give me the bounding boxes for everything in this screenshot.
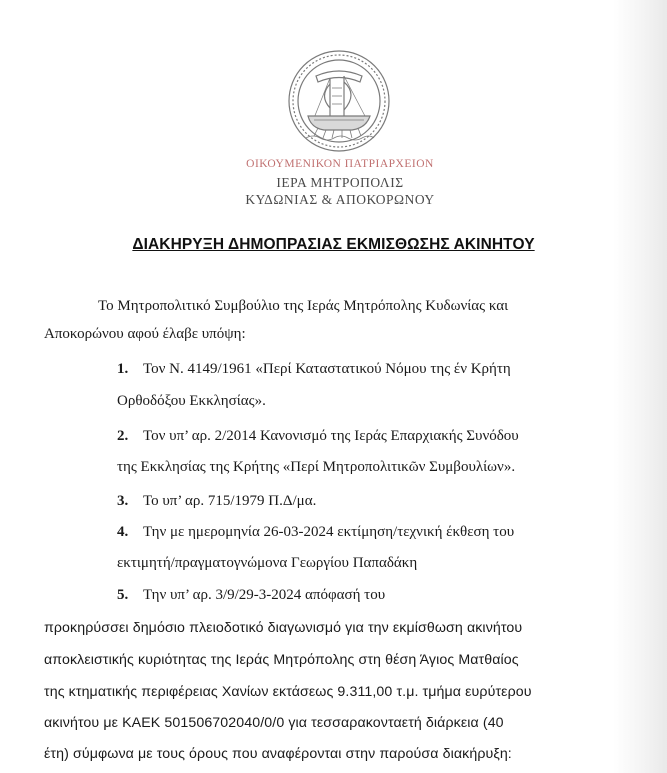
list-item-text: Τον Ν. 4149/1961 «Περί Καταστατικού Νόμου της έν Κρήτη (143, 361, 511, 377)
patriarchate-header: ΟΙΚΟΥΜΕΝΙΚΟΝ ΠΑΤΡΙΑΡΧΕΙΟΝ (246, 158, 434, 170)
document-title: ΔΙΑΚΗΡΥΞΗ ΔΗΜΟΠΡΑΣΙΑΣ ΕΚΜΙΣΘΩΣΗΣ ΑΚΙΝΗΤΟΥ (132, 236, 535, 253)
list-item-continuation: εκτιμητή/πραγματογνώμονα Γεωργίου Παπαδάκη (117, 555, 418, 571)
intro-line-2: Αποκορώνου αφού έλαβε υπόψη: (44, 326, 246, 342)
body-line-4: ακινήτου με ΚΑΕΚ 501506702040/0/0 για τεσσαρακονταετή διάρκεια (40 (44, 715, 504, 731)
list-item-text: Την υπ’ αρ. 3/9/29-3-2024 απόφασή του (143, 587, 386, 603)
list-item (117, 493, 316, 510)
ship-seal-icon (286, 48, 392, 154)
list-item-number: 1. (117, 361, 129, 377)
list-item (117, 524, 514, 541)
list-item-text: Τον υπ’ αρ. 2/2014 Κανονισμό της Ιεράς Επαρχιακής Συνόδου (143, 428, 519, 444)
list-item (117, 587, 385, 604)
scan-edge-shadow (613, 0, 667, 773)
list-item-continuation: της Εκκλησίας της Κρήτης «Περί Μητροπολιτικῶν Συμβουλίων». (117, 459, 516, 475)
list-item (117, 428, 519, 445)
list-item-number: 4. (117, 524, 129, 540)
list-item-number: 5. (117, 587, 129, 603)
body-line-2: αποκλειστικής κυριότητας της Ιεράς Μητρόπολης στη θέση Άγιος Ματθαίος (44, 652, 519, 668)
list-item-text: Το υπ’ αρ. 715/1979 Π.Δ/μα. (143, 493, 317, 509)
body-line-3: της κτηματικής περιφέρειας Χανίων εκτάσεως 9.311,00 τ.μ. τμήμα ευρύτερου (44, 684, 532, 700)
list-item-continuation: Ορθοδόξου Εκκλησίας». (117, 393, 266, 409)
list-item-number: 2. (117, 428, 129, 444)
body-line-1: προκηρύσσει δημόσιο πλειοδοτικό διαγωνισμό για την εκμίσθωση ακινήτου (44, 620, 523, 636)
body-line-5: έτη) σύμφωνα με τους όρους που αναφέρονται στην παρούσα διακήρυξη: (44, 746, 512, 762)
intro-line-1: Το Μητροπολιτικό Συμβούλιο της Ιεράς Μητρόπολης Κυδωνίας και (98, 298, 509, 314)
list-item-text: Την με ημερομηνία 26-03-2024 εκτίμηση/τεχνική έκθεση του (143, 524, 515, 540)
metropolis-header: ΙΕΡΑ ΜΗΤΡΟΠΟΛΙΣ (276, 175, 404, 190)
list-item-number: 3. (117, 493, 129, 509)
list-item (117, 361, 511, 378)
region-header: ΚΥΔΩΝΙΑΣ & ΑΠΟΚΟΡΩΝΟΥ (245, 192, 435, 207)
